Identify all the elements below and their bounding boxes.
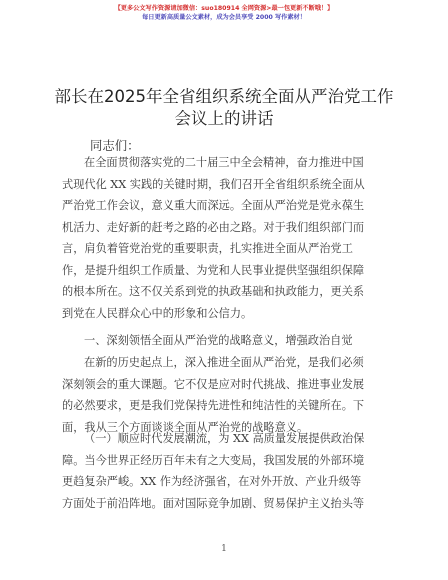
section-heading-1 bbox=[62, 330, 388, 352]
page-number: 1 bbox=[221, 544, 227, 554]
heading-line: 一、深刻领悟全面从严治党的战略意义，增强政治自觉 bbox=[84, 334, 353, 347]
paragraph-line: 深刻领会的重大课题。它不仅是应对时代挑战、推进事业发展 bbox=[62, 377, 365, 391]
paragraph-line: 更趋复杂严峻。XX 作为经济强省，在对外开放、产业升级等 bbox=[62, 475, 362, 488]
paragraph-line: 作，是提升组织工作质量、为党和人民事业提供坚强组织保障 bbox=[62, 263, 365, 277]
paragraph-line: 的必然要求，更是我们党保持先进性和纯洁性的关键所在。下 bbox=[62, 399, 365, 412]
paragraph-line: 机活力、走好新的赶考之路的必由之路。对于我们组织部门而 bbox=[62, 220, 365, 234]
promo-line-1: 【更多公文写作资源请加微信：suo180914 全网资源>最一包更新不断哦！】 bbox=[114, 5, 334, 12]
document-title bbox=[40, 86, 408, 130]
paragraph-1 bbox=[62, 152, 388, 324]
paragraph-3 bbox=[62, 428, 388, 514]
paragraph-line: 面，我从三个方面谈谈全面从严治党的战略意义。 bbox=[62, 420, 309, 434]
paragraph-line: 严治党工作会议，意义重大而深远。全面从严治党是党永葆生 bbox=[62, 199, 365, 212]
title-line-2: 会议上的讲话 bbox=[174, 109, 274, 128]
salutation: 同志们： bbox=[90, 138, 140, 153]
paragraph-line: （一）顺应时代发展潮流，为 XX 高质量发展提供政治保 bbox=[84, 432, 365, 445]
paragraph-line: 障。当今世界正经历百年未有之大变局，我国发展的外部环境 bbox=[62, 453, 365, 467]
paragraph-line: 式现代化 XX 实践的关键时期，我们召开全省组织系统全面从 bbox=[62, 177, 365, 191]
paragraph-line: 方面处于前沿阵地。面对国际竞争加剧、贸易保护主义抬头等 bbox=[62, 496, 365, 510]
paragraph-line: 的根本所在。这不仅关系到党的执政基础和执政能力，更关系 bbox=[62, 285, 365, 298]
header-banner bbox=[0, 4, 448, 22]
paragraph-2 bbox=[62, 352, 388, 438]
paragraph-line: 言，肩负着管党治党的重要职责，扎实推进全面从严治党工 bbox=[62, 242, 353, 255]
paragraph-line: 在新的历史起点上，深入推进全面从严治党，是我们必须 bbox=[84, 356, 364, 369]
paragraph-line: 到党在人民群众心中的形象和公信力。 bbox=[62, 306, 253, 320]
title-line-1: 部长在2025年全省组织系统全面从严治党工作 bbox=[54, 87, 394, 106]
promo-line-2: 每日更新高质量公文素材，成为会员享受 2000 写作素材！ bbox=[142, 14, 306, 21]
paragraph-line: 在全面贯彻落实党的二十届三中全会精神，奋力推进中国 bbox=[84, 156, 364, 169]
